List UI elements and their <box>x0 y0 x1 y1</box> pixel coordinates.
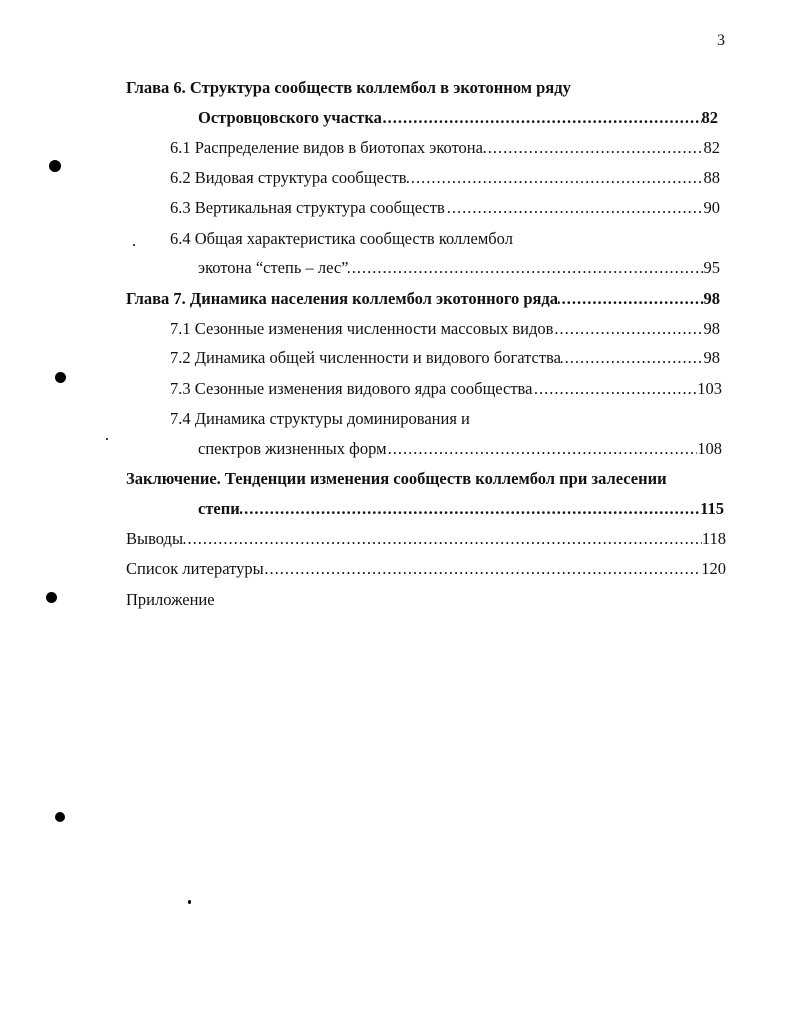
toc-page-ref: 118 <box>701 529 726 548</box>
toc-entry-text: 6.2 Видовая структура сообществ <box>170 168 407 187</box>
toc-page-ref: 120 <box>701 559 726 578</box>
toc-section <box>170 318 720 340</box>
toc-entry-text: Заключение. Тенденции изменения сообществ коллембол при залесении <box>126 469 667 488</box>
toc-section <box>170 167 720 189</box>
toc-page-ref: 82 <box>703 138 720 157</box>
scan-speck <box>46 592 57 603</box>
toc-page-ref: 98 <box>703 348 720 367</box>
toc-page-ref: 108 <box>697 439 722 458</box>
toc-conclusion-title <box>126 468 726 490</box>
toc-entry-text: Глава 6. Структура сообществ коллембол в экотонном ряду <box>126 78 571 97</box>
toc-entry-text: 7.1 Сезонные изменения численности массовых видов <box>170 319 554 338</box>
toc-section <box>170 137 720 159</box>
toc-entry-text: спектров жизненных форм <box>198 439 387 458</box>
toc-conclusion-continuation <box>198 498 724 520</box>
toc-section <box>170 408 722 430</box>
toc-entry-text: 6.3 Вертикальная структура сообществ <box>170 198 445 217</box>
toc-entry-text: экотона “степь – лес” <box>198 258 349 277</box>
toc-entry-text: Список литературы <box>126 559 264 578</box>
toc-section-continuation <box>198 257 720 279</box>
toc-page-ref: 82 <box>701 108 718 127</box>
toc-entry-conclusions <box>126 528 726 550</box>
toc-section <box>170 378 722 400</box>
toc-entry-references <box>126 558 726 580</box>
scan-speck <box>133 244 135 246</box>
toc-leader-dots <box>126 528 726 550</box>
toc-entry-text: 6.1 Распределение видов в биотопах экотона <box>170 138 483 157</box>
toc-entry-text: 6.4 Общая характеристика сообществ коллембол <box>170 229 513 248</box>
toc-entry-appendix <box>126 589 426 611</box>
toc-entry-text: степи <box>198 499 240 518</box>
scan-speck <box>49 160 61 172</box>
toc-chapter-continuation <box>198 107 718 129</box>
toc-entry-text: Выводы <box>126 529 184 548</box>
toc-entry-text: 7.3 Сезонные изменения видового ядра сообщества <box>170 379 533 398</box>
scan-speck <box>106 438 108 440</box>
scan-speck <box>188 900 191 904</box>
toc-page-ref: 88 <box>703 168 720 187</box>
toc-entry-text: Глава 7. Динамика населения коллембол экотонного ряда <box>126 289 559 308</box>
scan-speck <box>55 372 66 383</box>
toc-chapter-title <box>126 77 726 99</box>
toc-entry-text: Островцовского участка <box>198 108 382 127</box>
toc-chapter-title <box>126 288 720 310</box>
toc-page-ref: 103 <box>697 379 722 398</box>
toc-page-ref: 115 <box>700 499 724 518</box>
toc-section-continuation <box>198 438 722 460</box>
toc-section <box>170 228 720 250</box>
toc-section <box>170 197 720 219</box>
toc-entry-text: 7.4 Динамика структуры доминирования и <box>170 409 470 428</box>
toc-page-ref: 95 <box>703 258 720 277</box>
toc-entry-text: 7.2 Динамика общей численности и видового богатства <box>170 348 561 367</box>
toc-page-ref: 98 <box>703 319 720 338</box>
toc-entry-text: Приложение <box>126 590 215 609</box>
scan-speck <box>55 812 65 822</box>
toc-page-ref: 90 <box>703 198 720 217</box>
toc-leader-dots <box>198 498 724 520</box>
toc-page-ref: 98 <box>703 289 720 308</box>
page-number: 3 <box>717 32 725 49</box>
toc-section <box>170 347 720 369</box>
